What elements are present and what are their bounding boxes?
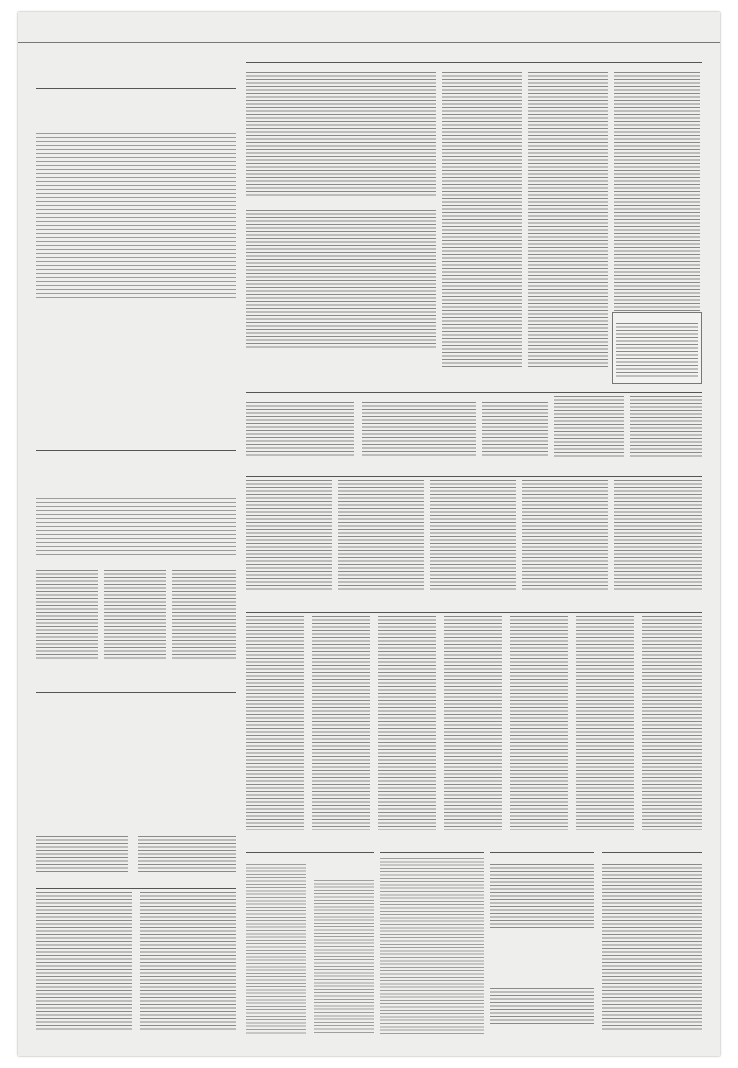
table-rentemoment [490,988,594,1024]
table-top25-obligaties [482,402,548,458]
table-staatsleningen [246,402,476,458]
table-amx-aandelen [246,210,436,348]
box-afkortingen [612,312,702,384]
article-new-york-body [36,498,236,558]
article-new-york-lead [36,476,236,497]
table-stijgers-dalers [554,396,702,458]
table-vreemd-geld [36,836,236,872]
table-rentetarieven [490,864,594,928]
article-amsterdam-lead [36,116,236,132]
newspaper-page [18,12,720,1056]
article-visserij [314,880,374,1034]
table-beleggingsfondsen [246,616,702,830]
article-valuta-lead [36,716,236,728]
table-goederenmarkten [36,892,236,1032]
table-aex-aandelen [246,72,436,198]
article-zaltbommel [246,864,306,1034]
table-indexen [602,864,702,1032]
article-economisch-kort [380,858,484,1034]
table-optiekoersen [246,480,702,590]
page-header [18,12,720,43]
table-amerikaanse-koersen [36,570,236,660]
article-amsterdam-body [36,133,236,301]
